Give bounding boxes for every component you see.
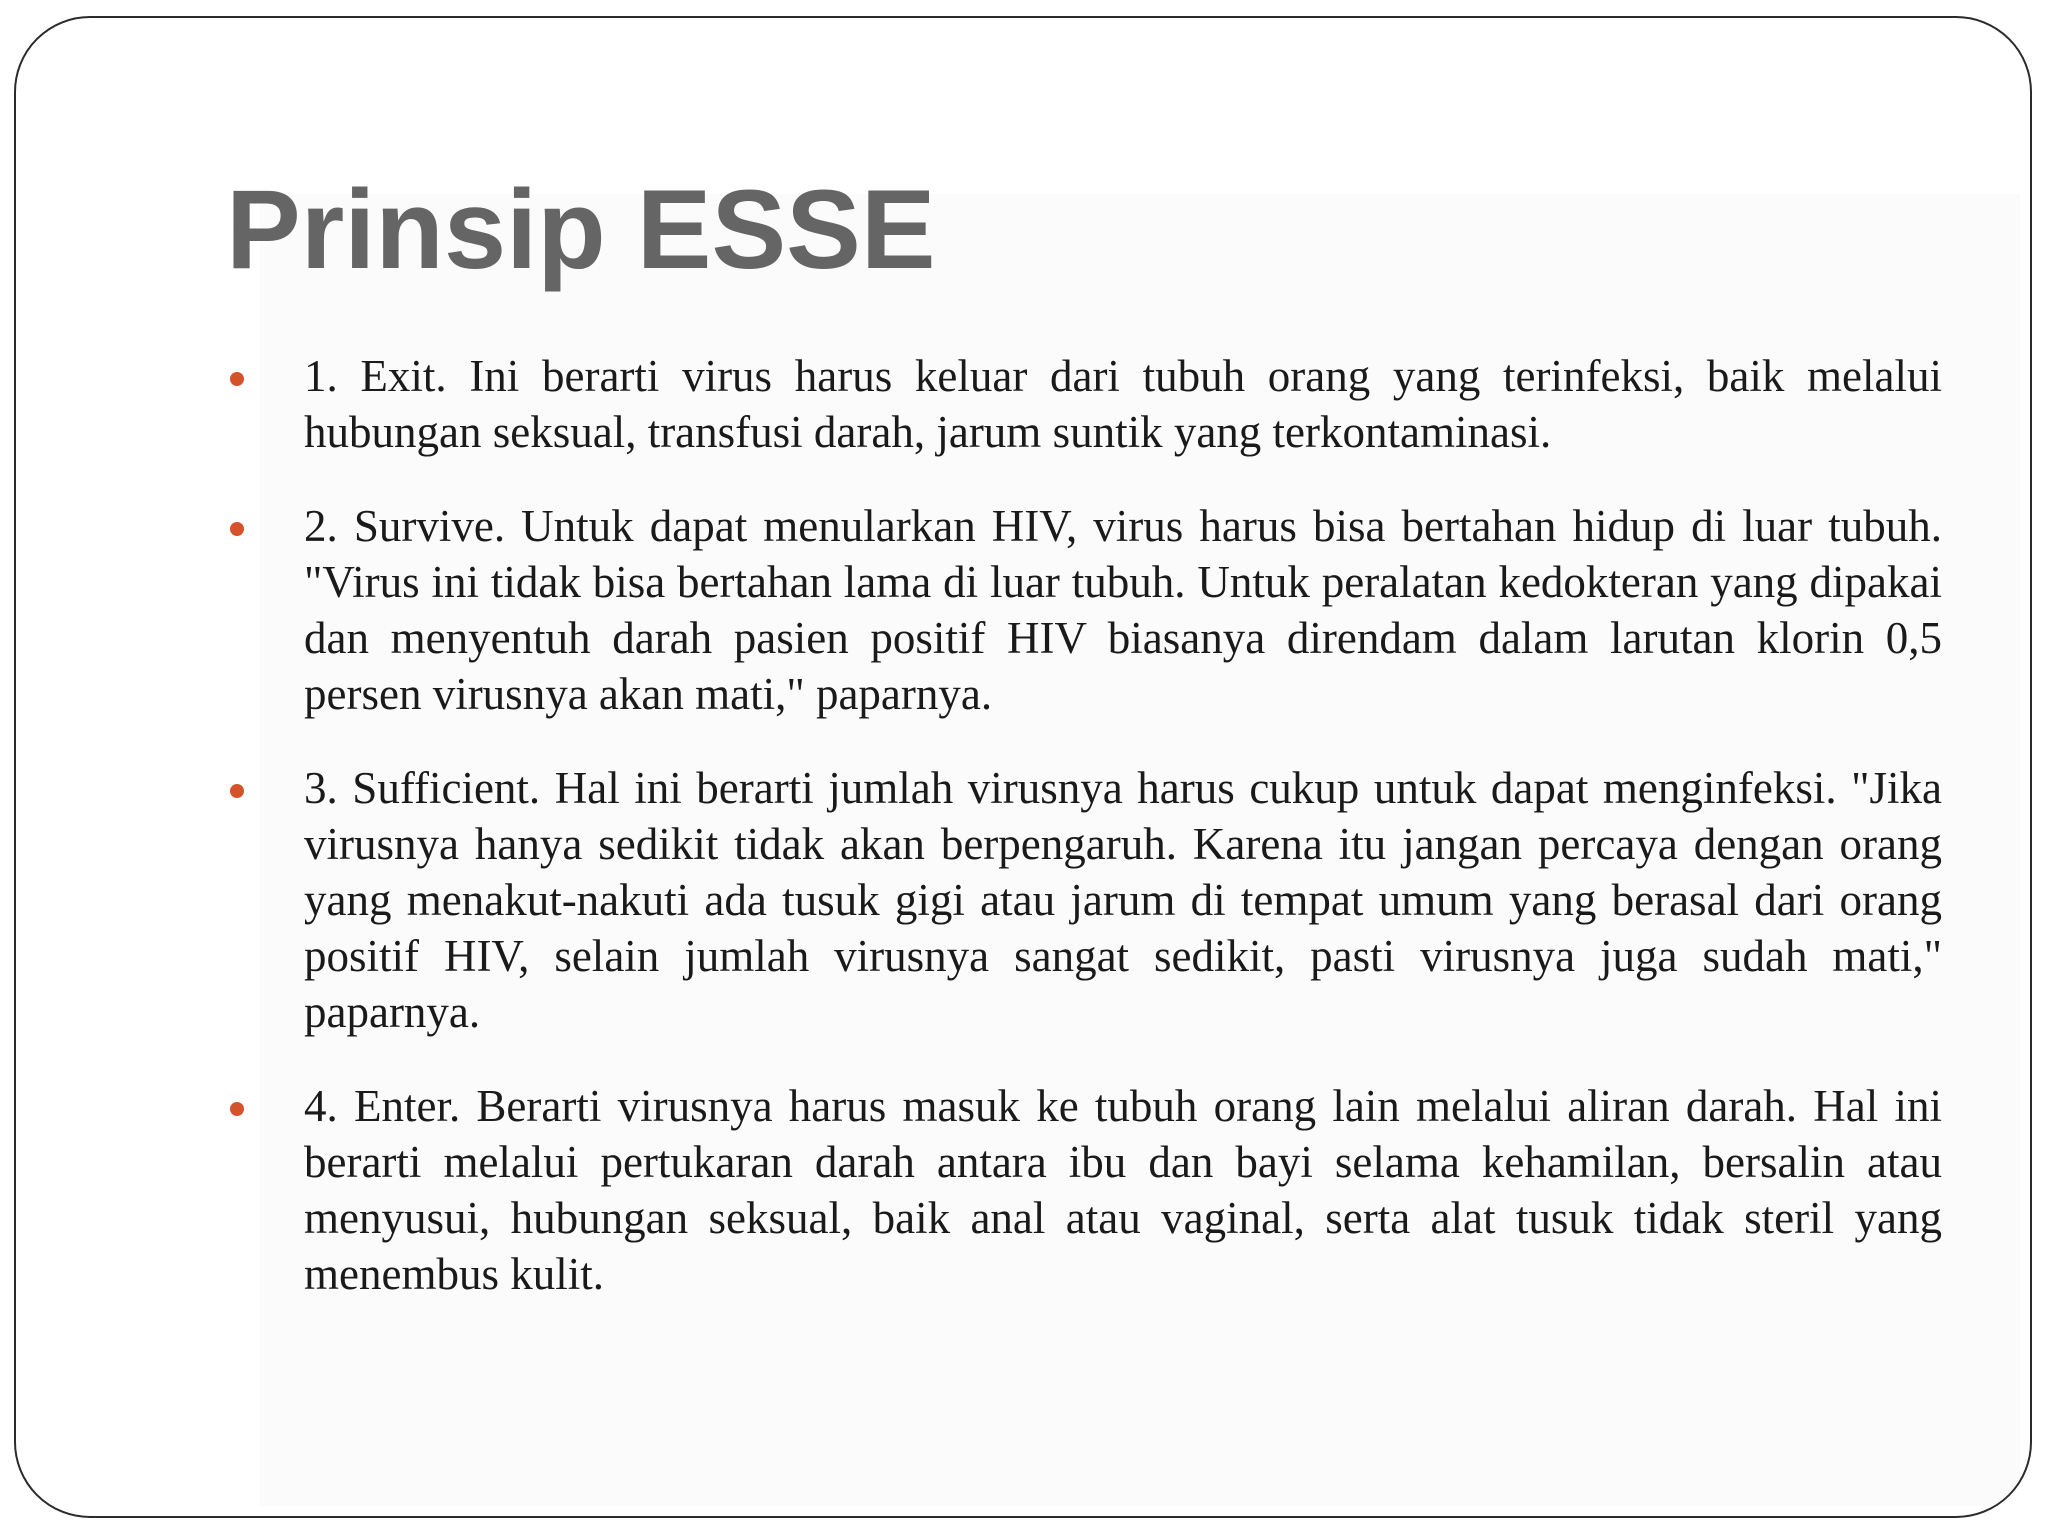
bullet-text: 1. Exit. Ini berarti virus harus keluar dari tubuh orang yang terinfeksi, baik melalui hubungan seksual, transfusi darah, jarum suntik yang terkontaminasi.: [304, 351, 1942, 457]
bullet-text: 3. Sufficient. Hal ini berarti jumlah virusnya harus cukup untuk dapat menginfeksi. "Jika virusnya hanya sedikit tidak akan berpengaruh. Karena itu jangan percaya dengan orang yang menakut-nakuti ada tusuk gigi atau jarum di tempat umum yang berasal dari orang positif HIV, selain jumlah virusnya sangat sedikit, pasti virusnya juga sudah mati," paparnya.: [304, 763, 1942, 1037]
bullet-dot-icon: [230, 372, 244, 386]
bullet-text: 2. Survive. Untuk dapat menularkan HIV, virus harus bisa bertahan hidup di luar tubuh. "Virus ini tidak bisa bertahan lama di luar tubuh. Untuk peralatan kedokteran yang dipakai dan menyentuh darah pasien positif HIV biasanya direndam dalam larutan klorin 0,5 persen virusnya akan mati," paparnya.: [304, 501, 1942, 719]
slide-frame: [14, 16, 2032, 1518]
slide-title: Prinsip ESSE: [226, 167, 936, 292]
bullet-text: 4. Enter. Berarti virusnya harus masuk ke tubuh orang lain melalui aliran darah. Hal ini berarti melalui pertukaran darah antara ibu dan bayi selama kehamilan, bersalin atau menyusui, hubungan seksual, baik anal atau vaginal, serta alat tusuk tidak steril yang menembus kulit.: [304, 1081, 1942, 1299]
bullet-dot-icon: [230, 1102, 244, 1116]
bullet-list: [230, 348, 1942, 1340]
bullet-item-enter: [230, 1078, 1942, 1302]
bullet-dot-icon: [230, 522, 244, 536]
bullet-item-sufficient: [230, 760, 1942, 1040]
bullet-item-exit: [230, 348, 1942, 460]
bullet-dot-icon: [230, 784, 244, 798]
bullet-item-survive: [230, 498, 1942, 722]
